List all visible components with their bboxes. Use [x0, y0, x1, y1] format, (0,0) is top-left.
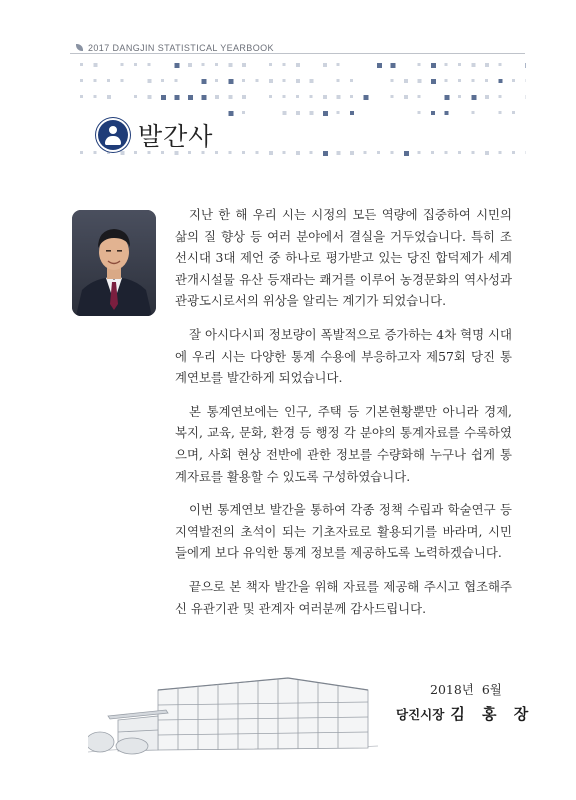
pattern-dot [202, 63, 205, 66]
pattern-dot [445, 151, 448, 154]
page-title: 발간사 [138, 122, 214, 151]
pattern-dot [350, 151, 354, 155]
section-heading [98, 117, 213, 153]
paragraph: 잘 아시다시피 정보량이 폭발적으로 증가하는 4차 혁명 시대에 우리 시는 다양한 통계 수용에 부응하고자 제57회 당진 통계연보를 발간하게 되었습니다. [175, 326, 512, 386]
pattern-dot [148, 63, 151, 66]
pattern-dot [512, 151, 515, 154]
signature-block [396, 703, 534, 724]
pattern-dot [404, 95, 408, 99]
pattern-dot [485, 79, 488, 82]
pattern-dot [404, 151, 409, 156]
pattern-dot [161, 79, 164, 82]
header-rule [70, 53, 525, 54]
leaf-icon [76, 44, 84, 52]
pattern-dot [350, 95, 353, 98]
city-hall-building-illustration [88, 650, 378, 760]
pattern-dot [431, 111, 435, 115]
pattern-dot [526, 63, 527, 68]
pattern-dot [350, 79, 353, 82]
pattern-dot [242, 111, 245, 114]
pattern-dot [418, 111, 421, 114]
preface-body [175, 204, 512, 631]
pattern-dot [296, 63, 300, 67]
pattern-dot [310, 111, 314, 115]
pattern-dot [188, 95, 193, 100]
pattern-dot [458, 63, 461, 66]
pattern-dot [377, 151, 380, 154]
paragraph: 이번 통계연보 발간을 통하여 각종 정책 수립과 학술연구 등 지역발전의 초석이 되는 기초자료로 활용되기를 바라며, 시민들에게 보다 유익한 통계 정보를 제공하도록 노력하겠습니다. [175, 502, 512, 561]
pattern-dot [472, 63, 476, 67]
pattern-dot [256, 151, 259, 154]
pattern-dot [526, 151, 527, 154]
pattern-dot [391, 79, 394, 82]
pattern-dot [215, 95, 219, 99]
pattern-dot [107, 79, 110, 82]
yearbook-label: 2017 DANGJIN STATISTICAL YEARBOOK [88, 43, 274, 53]
pattern-dot [134, 95, 137, 98]
pattern-dot [512, 111, 515, 114]
pattern-dot [283, 95, 286, 98]
pattern-dot [472, 151, 475, 154]
pattern-dot [283, 111, 287, 115]
pattern-dot [418, 95, 421, 98]
pattern-dot [215, 151, 218, 154]
pattern-dot [80, 63, 83, 66]
pattern-dot [337, 79, 340, 82]
pattern-dot [229, 151, 232, 154]
pattern-dot [337, 111, 340, 114]
pattern-dot [391, 151, 394, 154]
pattern-dot [350, 111, 354, 115]
pattern-dot [202, 79, 207, 84]
pattern-dot [418, 151, 421, 154]
pattern-dot [256, 79, 259, 82]
pattern-dot [337, 95, 341, 99]
pattern-dot [134, 63, 137, 66]
pattern-dot [431, 63, 436, 68]
yearbook-header [76, 43, 274, 53]
pattern-dot [296, 79, 300, 83]
pattern-dot [445, 63, 448, 66]
pattern-dot [269, 151, 273, 155]
pattern-dot [337, 63, 340, 66]
pattern-dot [94, 95, 97, 98]
pattern-dot [418, 79, 422, 83]
pattern-dot [364, 95, 369, 100]
pattern-dot [269, 79, 273, 83]
pattern-dot [94, 79, 97, 82]
pattern-dot [175, 79, 178, 82]
pattern-dot [229, 95, 233, 99]
pattern-dot [472, 95, 477, 100]
paragraph: 본 통계연보에는 인구, 주택 등 기본현황뿐만 아니라 경제, 복지, 교육, 문화, 환경 등 행정 각 분야의 통계자료를 수록하였으며, 사회 현상 전반에 관한 정보를 수량화해 누구나 쉽게 통계자료를 활용할 수 있도록 구성하였습니다. [175, 403, 512, 484]
pattern-dot [283, 151, 286, 154]
paragraph: 끝으로 본 책자 발간을 위해 자료를 제공해 주시고 협조해주신 유관기관 및 관계자 여러분께 감사드립니다. [175, 578, 512, 616]
pattern-dot [215, 63, 218, 66]
pattern-dot [296, 95, 299, 98]
pattern-dot [364, 151, 367, 154]
pattern-dot [296, 111, 300, 115]
pattern-dot [485, 151, 489, 155]
pattern-dot [512, 79, 515, 82]
pattern-dot [242, 79, 245, 82]
pattern-dot [283, 79, 286, 82]
pattern-dot [229, 111, 234, 116]
pattern-dot [310, 151, 313, 154]
pattern-dot [188, 63, 192, 67]
pattern-dot [215, 79, 218, 82]
pattern-dot [175, 63, 180, 68]
pattern-dot [242, 63, 246, 67]
paragraph: 지난 한 해 우리 시는 시정의 모든 역량에 집중하여 시민의 삶의 질 향상 등 여러 분야에서 결실을 거두었습니다. 특히 조선시대 3대 제언 중 하나로 평가받고 있는 당진 합덕제가 세계 관개시설물 유산 등재라는 쾌거를 이루어 농경문화의 역사성과 관광도시로서의 위상을 알리는 계기가 되었습니다. [175, 207, 512, 309]
pattern-dot [283, 63, 286, 66]
pattern-dot [472, 79, 475, 82]
pattern-dot [80, 151, 83, 154]
pattern-dot [418, 63, 421, 66]
pattern-dot [377, 63, 382, 68]
pattern-dot [242, 95, 246, 99]
pattern-dot [431, 79, 436, 84]
pattern-dot [458, 151, 461, 154]
signer-title: 당진시장 [396, 707, 445, 722]
pattern-dot [485, 63, 489, 67]
pattern-dot [499, 79, 503, 83]
pattern-dot [148, 79, 152, 83]
pattern-dot [323, 111, 328, 116]
pattern-dot [499, 95, 502, 98]
pattern-dot [391, 95, 394, 98]
pattern-dot [337, 151, 341, 155]
pattern-dot [485, 95, 489, 99]
pattern-dot [445, 95, 450, 100]
mayor-portrait-photo [72, 210, 156, 316]
pattern-dot [404, 79, 408, 83]
pattern-dot [148, 95, 152, 99]
pattern-dot [107, 95, 111, 99]
pattern-dot [499, 111, 502, 114]
pattern-dot [391, 63, 396, 68]
pattern-dot [323, 151, 328, 156]
pattern-dot [431, 151, 434, 154]
pattern-dot [175, 95, 180, 100]
pattern-dot [296, 151, 300, 155]
pattern-dot [80, 95, 83, 98]
pattern-dot [458, 79, 461, 82]
pattern-dot [458, 95, 461, 98]
pattern-dot [499, 63, 502, 66]
pattern-dot [121, 63, 124, 66]
pattern-dot [242, 151, 245, 154]
pattern-dot [269, 63, 272, 66]
pattern-dot [161, 95, 166, 100]
signer-name: 김 홍 장 [450, 705, 535, 723]
pattern-dot [472, 111, 475, 114]
pattern-dot [526, 79, 527, 82]
pattern-dot [229, 63, 233, 67]
pattern-dot [323, 95, 327, 99]
pattern-dot [310, 95, 313, 98]
publication-date: 2018년 6월 [430, 682, 502, 697]
pattern-dot [269, 95, 272, 98]
pattern-dot [526, 95, 527, 99]
pattern-dot [445, 79, 448, 82]
pattern-dot [121, 79, 124, 82]
pattern-dot [202, 95, 207, 100]
pattern-dot [94, 151, 97, 154]
person-icon [98, 120, 128, 150]
pattern-dot [445, 111, 449, 115]
pattern-dot [499, 151, 502, 154]
pattern-dot [80, 79, 83, 82]
pattern-dot [323, 63, 327, 67]
pattern-dot [229, 79, 234, 84]
pattern-dot [94, 63, 98, 67]
pattern-dot [310, 79, 314, 83]
